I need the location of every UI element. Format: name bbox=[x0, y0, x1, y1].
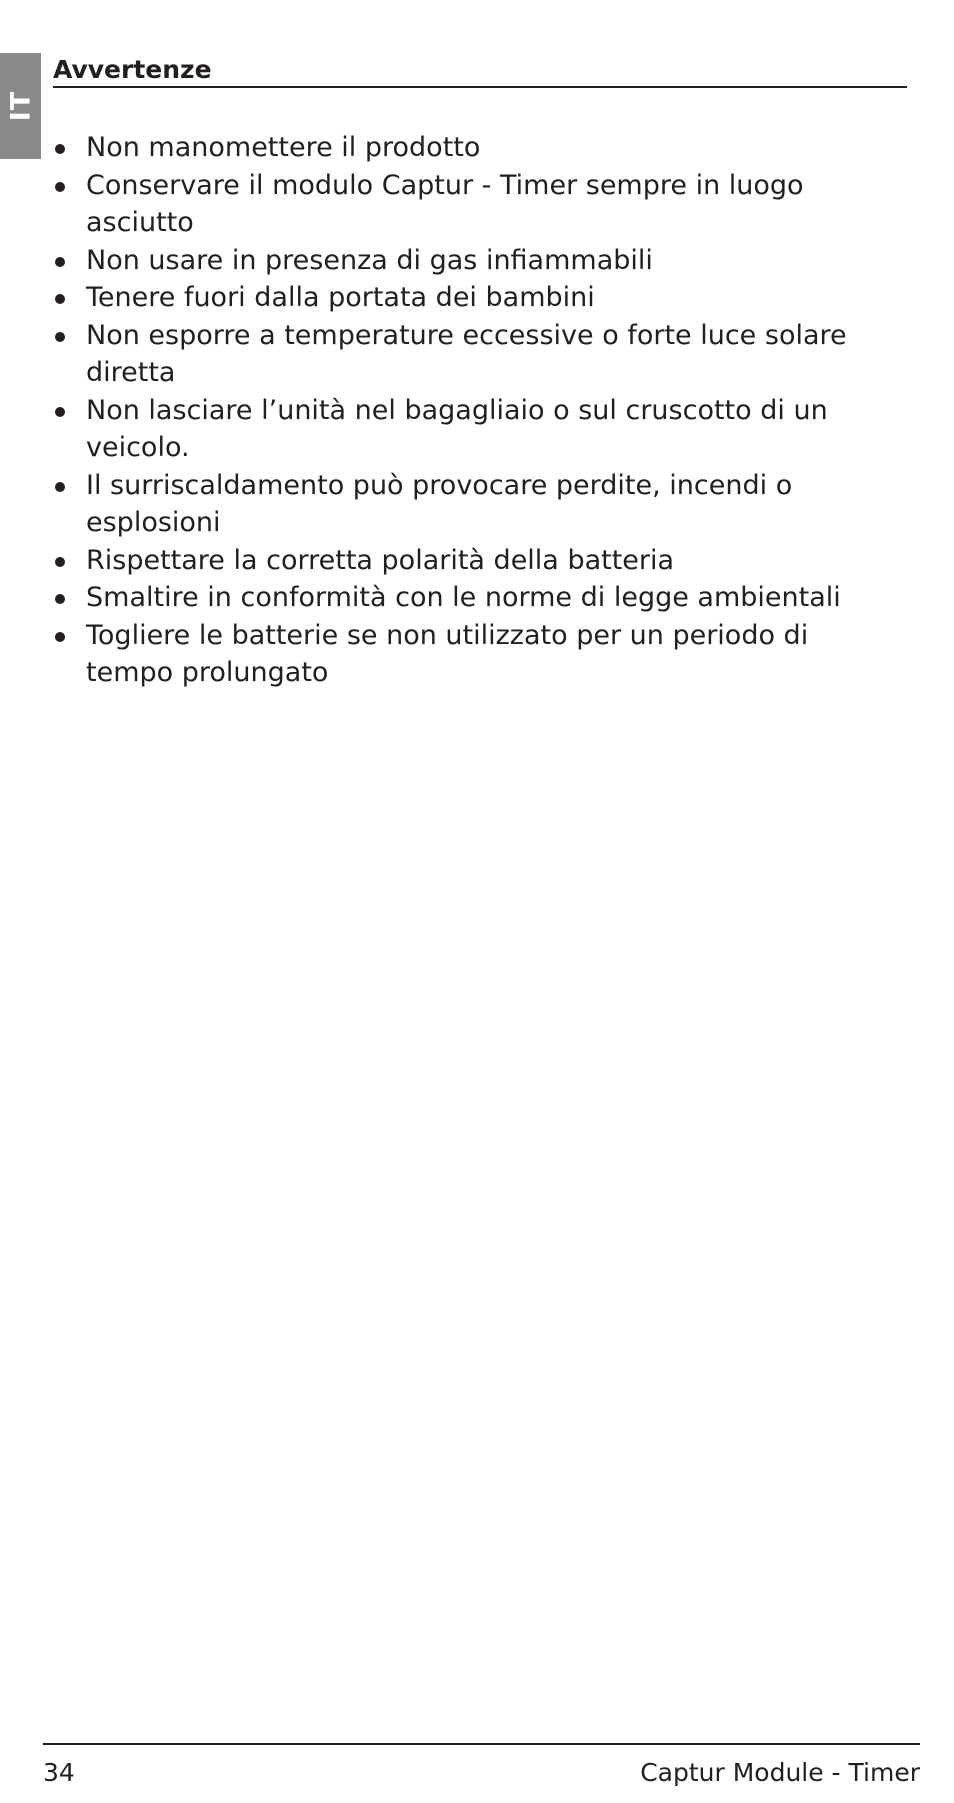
list-item: Non esporre a temperature eccessive o forte luce solare diretta bbox=[53, 317, 893, 392]
list-item: Togliere le batterie se non utilizzato per un periodo di tempo prolungato bbox=[53, 617, 893, 692]
list-item: Non lasciare l’unità nel bagagliaio o sul cruscotto di un veicolo. bbox=[53, 392, 893, 467]
list-item: Smaltire in conformità con le norme di legge ambientali bbox=[53, 579, 893, 617]
document-title: Captur Module - Timer bbox=[640, 1758, 920, 1787]
language-tab-label: IT bbox=[5, 90, 36, 122]
list-item: Rispettare la corretta polarità della batteria bbox=[53, 542, 893, 580]
page-number: 34 bbox=[43, 1758, 75, 1787]
language-tab bbox=[0, 53, 41, 159]
list-item: Non usare in presenza di gas infiammabili bbox=[53, 242, 893, 280]
footer-divider bbox=[43, 1743, 920, 1745]
list-item: Non manomettere il prodotto bbox=[53, 129, 893, 167]
list-item: Tenere fuori dalla portata dei bambini bbox=[53, 279, 893, 317]
list-item: Conservare il modulo Captur - Timer sempre in luogo asciutto bbox=[53, 167, 893, 242]
warnings-list bbox=[53, 129, 893, 692]
section-heading: Avvertenze bbox=[53, 54, 907, 88]
list-item: Il surriscaldamento può provocare perdite, incendi o esplosioni bbox=[53, 467, 893, 542]
